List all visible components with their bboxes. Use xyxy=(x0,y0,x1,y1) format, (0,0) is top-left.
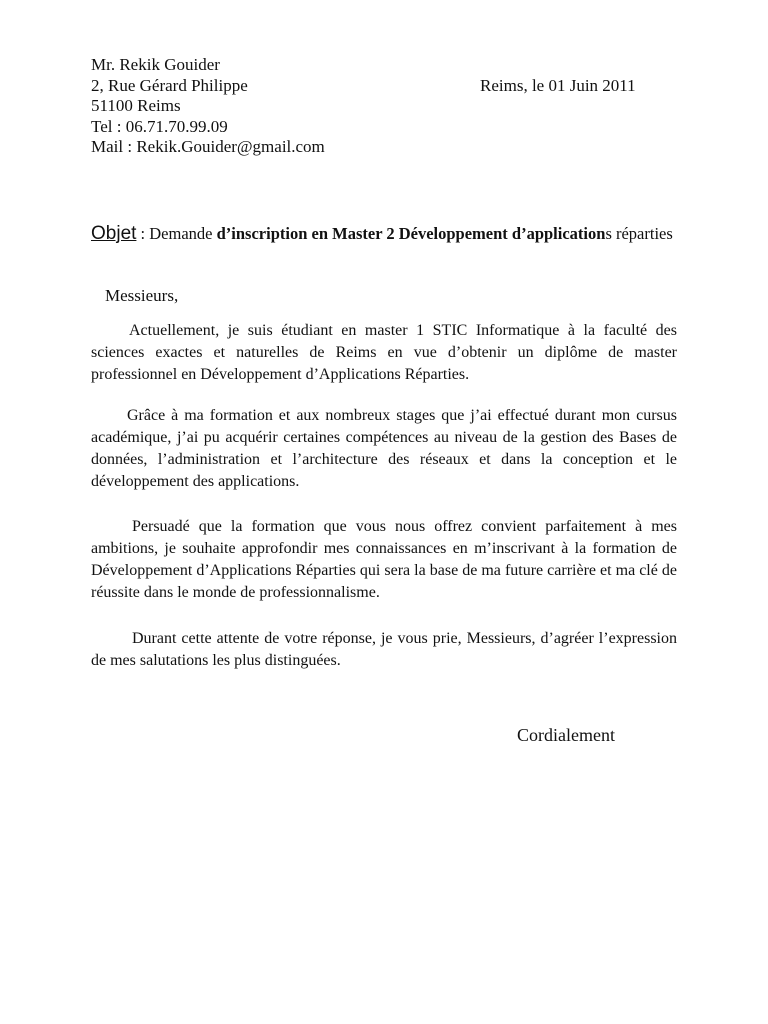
paragraph-3: Persuadé que la formation que vous nous offrez convient parfaitement à mes ambitions, je souhaite approfondir mes connaissances en m’inscrivant à la formation de Développement d’Applications Réparties qui sera la base de ma future carrière et ma clé de réussite dans le monde de professionnalisme. xyxy=(91,518,677,601)
sender-name: Mr. Rekik Gouider xyxy=(91,55,220,74)
paragraph-4: Durant cette attente de votre réponse, je vous prie, Messieurs, d’agréer l’expression de mes salutations les plus distinguées. xyxy=(91,630,677,669)
sender-email: Mail : Rekik.Gouider@gmail.com xyxy=(91,137,325,156)
paragraph-1: Actuellement, je suis étudiant en master 1 STIC Informatique à la faculté des sciences exactes et naturelles de Reims en vue d’obtenir un diplôme de master professionnel en Développement d’Applications Réparties. xyxy=(91,322,677,383)
subject-bold-text: d’inscription en Master 2 Développement d’application xyxy=(216,224,606,243)
salutation: Messieurs, xyxy=(105,286,179,305)
closing: Cordialement xyxy=(517,725,615,745)
subject-line xyxy=(91,221,691,246)
paragraph-2: Grâce à ma formation et aux nombreux stages que j’ai effectué durant mon cursus académique, j’ai pu acquérir certaines compétences au niveau de la gestion des Bases de données, l’administration et l’architecture des réseaux et dans la conception et le développement des applications. xyxy=(91,407,677,490)
sender-block xyxy=(91,55,325,158)
subject-separator: : Demande xyxy=(136,224,217,243)
subject-tail: s réparties xyxy=(605,224,673,243)
subject-label: Objet xyxy=(91,223,137,244)
sender-street: 2, Rue Gérard Philippe xyxy=(91,75,248,95)
sender-phone: Tel : 06.71.70.99.09 xyxy=(91,116,228,136)
sender-city: 51100 Reims xyxy=(91,96,181,115)
place-date: Reims, le 01 Juin 2011 xyxy=(480,76,636,95)
